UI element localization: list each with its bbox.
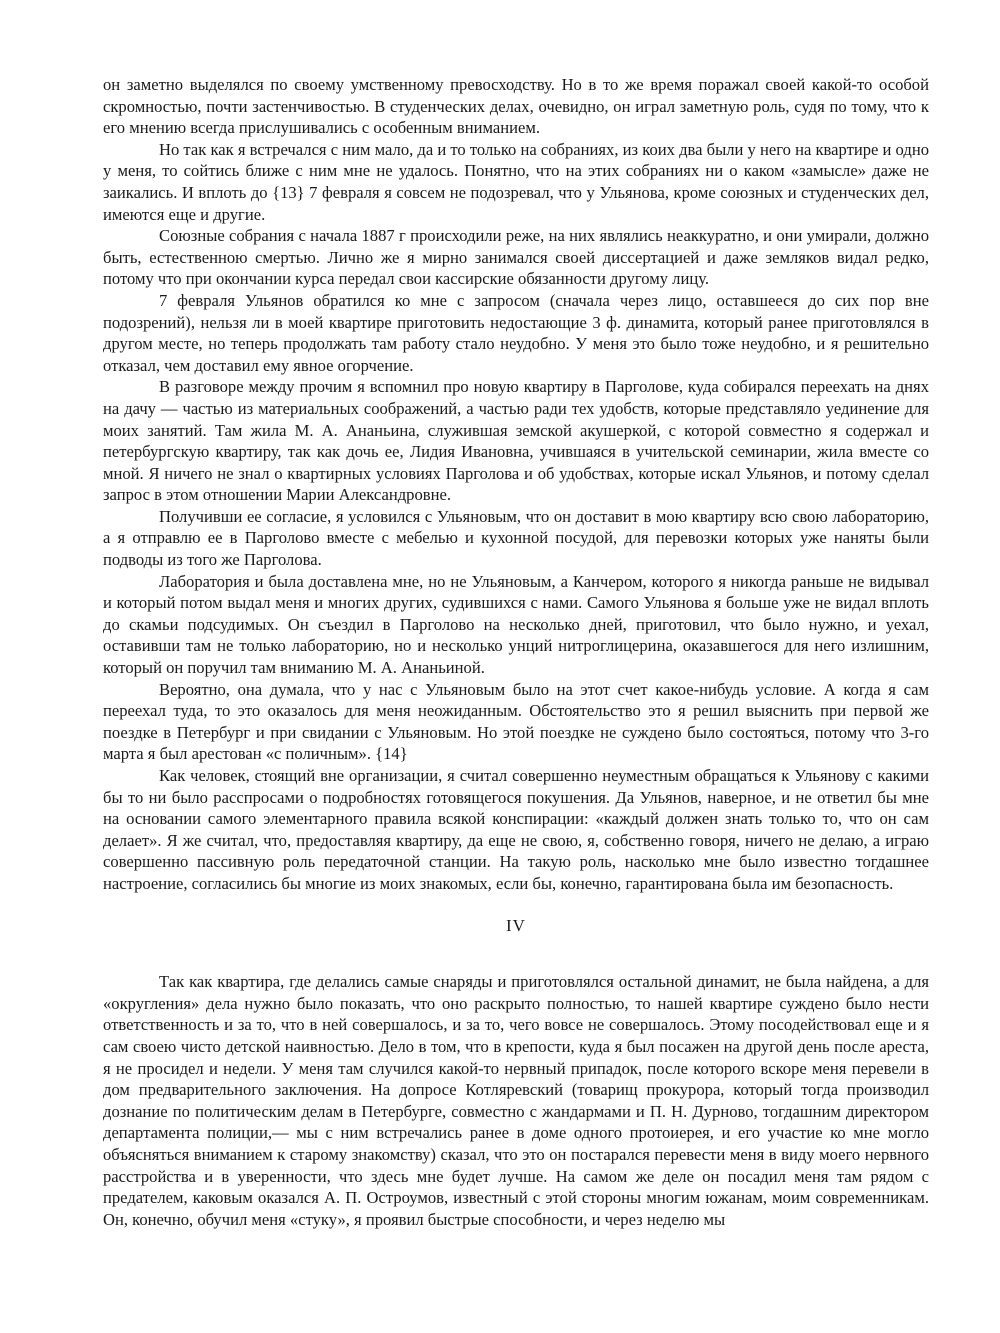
document-page xyxy=(103,74,929,1230)
paragraph-10: Так как квартира, где делались самые снаряды и приготовлялся остальной динамит, не была найдена, а для «округления» дела нужно было показать, что оно раскрыто полностью, то нашей квартире суждено было нести ответственность и за то, что в ней совершалось, и за то, чего вовсе не совершалось. Этому посодействовал еще и я сам своею чисто детской наивностью. Дело в том, что в крепости, куда я был посажен на другой день после ареста, я не просидел и недели. У меня там случился какой-то нервный припадок, после которого вскоре меня перевели в дом предварительного заключения. На допросе Котляревский (товарищ прокурора, который тогда производил дознание по политическим делам в Петербурге, совместно с жандармами и П. Н. Дурново, тогдашним директором департамента полиции,— мы с ним встречались ранее в доме одного протоиерея, и его участие ко мне могло объясняться вниманием к старому знакомству) сказал, что это он постарался перевести меня в виду моего нервного расстройства и в уверенности, что здесь мне будет лучше. На самом же деле он посадил меня там рядом с предателем, каковым оказался А. П. Остроумов, известный с этой стороны многим южанам, моим современникам. Он, конечно, обучил меня «стуку», я проявил быстрые способности, и через неделю мы xyxy=(103,972,929,1229)
paragraph-8: Вероятно, она думала, что у нас с Ульяновым было на этот счет какое-нибудь условие. А когда я сам переехал туда, то это оказалось для меня неожиданным. Обстоятельство это я решил выяснить при первой же поездке в Петербург и при свидании с Ульяновым. Но этой поездке не суждено было состояться, потому что 3-го марта я был арестован «с поличным». {14} xyxy=(103,679,929,764)
paragraph-1: он заметно выделялся по своему умственному превосходству. Но в то же время поражал своей какой-то особой скромностью, почти застенчивостью. В студенческих делах, очевидно, он играл заметную роль, судя по тому, что к его мнению всегда прислушивались с особенным вниманием. xyxy=(103,75,929,138)
paragraph-2: Но так как я встречался с ним мало, да и то только на собраниях, из коих два были у него на квартире и одно у меня, то сойтись ближе с ним мне не удалось. Понятно, что на этих собраниях ни о каком «замысле» даже не заикались. И вплоть до {13} 7 февраля я совсем не подозревал, что у Ульянова, кроме союзных и студенческих дел, имеются еще и другие. xyxy=(103,139,929,224)
paragraph-6: Получивши ее согласие, я условился с Ульяновым, что он доставит в мою квартиру всю свою лабораторию, а я отправлю ее в Парголово вместе с мебелью и кухонной посудой, для перевозки которых уже наняты были подводы из того же Парголова. xyxy=(103,506,929,570)
paragraph-5: В разговоре между прочим я вспомнил про новую квартиру в Парголове, куда собирался переехать на днях на дачу — частью из материальных соображений, а частью ради тех удобств, которые представляло уединение для моих занятий. Там жила М. А. Ананьина, служившая земской акушеркой, с которой совместно я содержал и петербургскую квартиру, так как дочь ее, Лидия Ивановна, учившаяся в учительской семинарии, жила вместе со мной. Я ничего не знал о квартирных условиях Парголова и об удобствах, которые искал Ульянов, и потому сделал запрос в этом отношении Марии Александровне. xyxy=(103,377,929,505)
paragraph-7: Лаборатория и была доставлена мне, но не Ульяновым, а Канчером, которого я никогда раньше не видывал и который потом выдал меня и многих других, судившихся с нами. Самого Ульянова я больше уже не видал вплоть до скамьи подсудимых. Он съездил в Парголово на несколько дней, приготовил, что было нужно, и уехал, оставивши там не только лабораторию, но и несколько унций нитроглицерина, оказавшегося для него излишним, который он поручил там вниманию М. А. Ананьиной. xyxy=(103,571,929,678)
chapter-heading: IV xyxy=(506,915,526,935)
paragraph-3: Союзные собрания с начала 1887 г происходили реже, на них являлись неаккуратно, и они умирали, должно быть, естественною смертью. Лично же я мирно занимался своей диссертацией и даже земляков видал редко, потому что при окончании курса передал свои кассирские обязанности другому лицу. xyxy=(103,226,929,289)
paragraph-4: 7 февраля Ульянов обратился ко мне с запросом (сначала через лицо, оставшееся до сих пор вне подозрений), нельзя ли в моей квартире приготовить недостающие 3 ф. динамита, который ранее приготовлялся в другом месте, но теперь продолжать там работу стало неудобно. У меня это было тоже неудобно, и я решительно отказал, чем доставил ему явное огорчение. xyxy=(103,290,929,375)
paragraph-9: Как человек, стоящий вне организации, я считал совершенно неуместным обращаться к Ульянову с какими бы то ни было расспросами о подробностях готовящегося покушения. Да Ульянов, наверное, и не ответил бы мне на основании самого элементарного правила всякой конспирации: «каждый должен знать только то, что он сам делает». Я же считал, что, предоставляя квартиру, да еще не свою, я, собственно говоря, ничего не делаю, а играю совершенно пассивную роль передаточной станции. На такую роль, насколько мне было известно тогдашнее настроение, согласились бы многие из моих знакомых, если бы, конечно, гарантирована была им безопасность. xyxy=(103,766,929,893)
